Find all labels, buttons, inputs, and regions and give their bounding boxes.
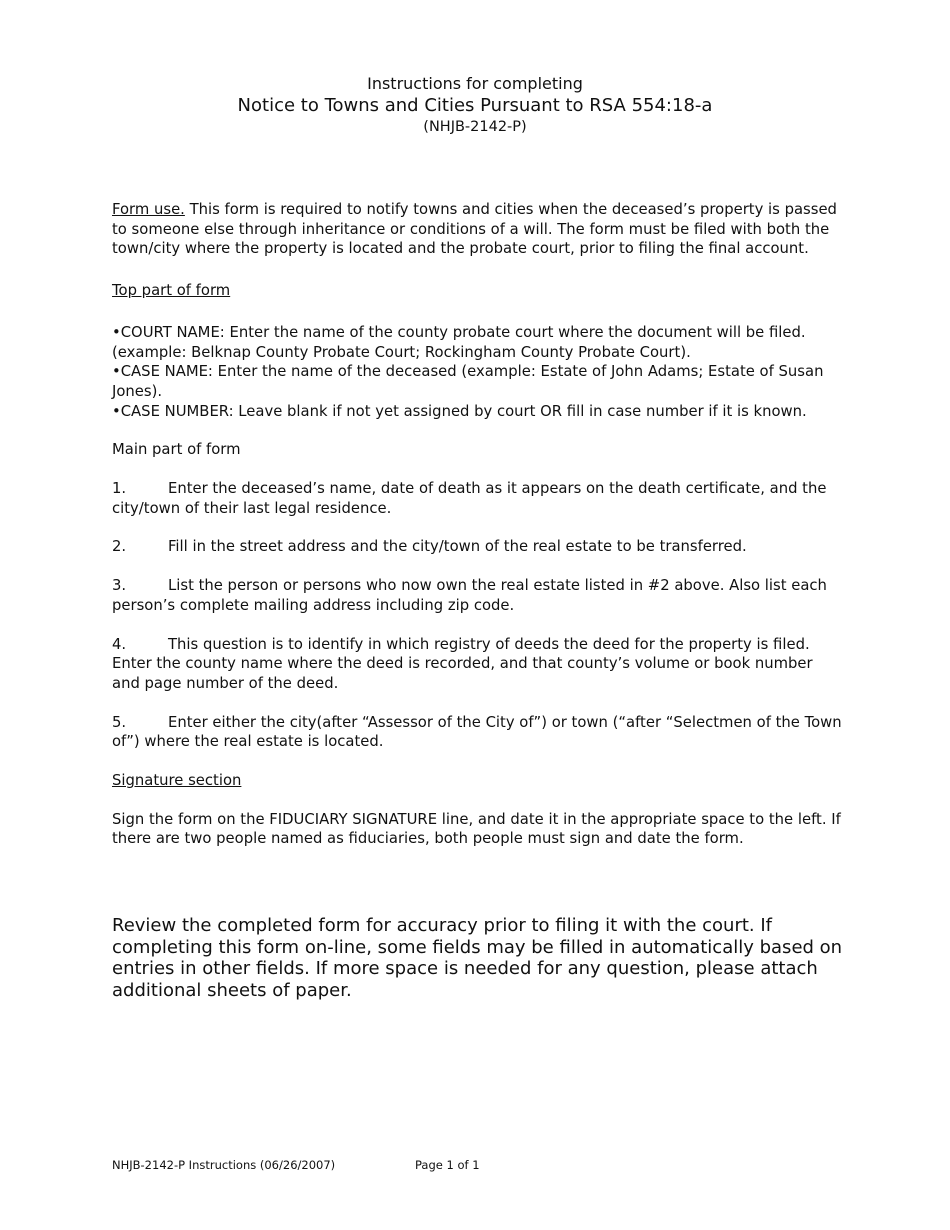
header-line-1: Instructions for completing: [367, 74, 583, 93]
form-use-label: Form use.: [112, 201, 185, 218]
item-number: 3.: [112, 577, 127, 595]
form-use-paragraph: [112, 200, 842, 259]
list-item: •CASE NUMBER: Leave blank if not yet assigned by court OR fill in case number if it is known.: [112, 402, 807, 420]
list-item: [112, 537, 842, 557]
signature-heading: Signature section: [112, 772, 242, 790]
item-number: 1.: [112, 480, 127, 498]
item-text: This question is to identify in which registry of deeds the deed for the property is filed. Enter the county name where the deed is recorded, and that county’s volume or book number and page number of the deed.: [112, 635, 813, 692]
item-text: Enter either the city(after “Assessor of the City of”) or town (“after “Selectmen of the Town of”) where the real estate is located.: [112, 713, 842, 751]
list-item: •CASE NAME: Enter the name of the deceased (example: Estate of John Adams; Estate of Susan Jones).: [112, 363, 824, 400]
list-item: [112, 713, 842, 752]
top-part-list: [112, 323, 842, 422]
closing-paragraph: Review the completed form for accuracy prior to filing it with the court. If completing this form on-line, some fields may be filled in automatically based on entries in other fields. If more space is needed for any question, please attach additional sheets of paper.: [112, 915, 843, 1001]
form-use-text: This form is required to notify towns and cities when the deceased’s property is passed to someone else through inheritance or conditions of a will. The form must be filed with both the town/city where the property is located and the probate court, prior to filing the final account.: [112, 201, 837, 258]
footer-page-number: Page 1 of 1: [415, 1158, 480, 1172]
main-part-heading: Main part of form: [112, 441, 241, 459]
signature-paragraph: Sign the form on the FIDUCIARY SIGNATURE line, and date it in the appropriate space to the left. If there are two people named as fiduciaries, both people must sign and date the form.: [112, 810, 841, 848]
footer-form-id: NHJB-2142-P Instructions (06/26/2007): [112, 1158, 336, 1172]
item-number: 2.: [112, 538, 127, 556]
item-text: Fill in the street address and the city/town of the real estate to be transferred.: [168, 538, 747, 556]
document-header: [0, 73, 950, 137]
document-title: Notice to Towns and Cities Pursuant to RSA 554:18-a: [237, 95, 713, 116]
list-item: [112, 479, 842, 518]
page-footer: [112, 1158, 712, 1173]
item-text: List the person or persons who now own the real estate listed in #2 above. Also list each person’s complete mailing address including zip code.: [112, 577, 827, 614]
list-item: •COURT NAME: Enter the name of the county probate court where the document will be filed. (example: Belknap County Probate Court; Rockingham County Probate Court).: [112, 323, 806, 361]
document-body: [112, 200, 842, 849]
form-number: (NHJB-2142-P): [423, 119, 527, 135]
list-item: [112, 576, 842, 615]
item-number: 5.: [112, 713, 127, 731]
top-part-heading: Top part of form: [112, 282, 231, 300]
item-number: 4.: [112, 635, 127, 653]
list-item: [112, 635, 842, 694]
item-text: Enter the deceased’s name, date of death as it appears on the death certificate, and the city/town of their last legal residence.: [112, 480, 827, 517]
